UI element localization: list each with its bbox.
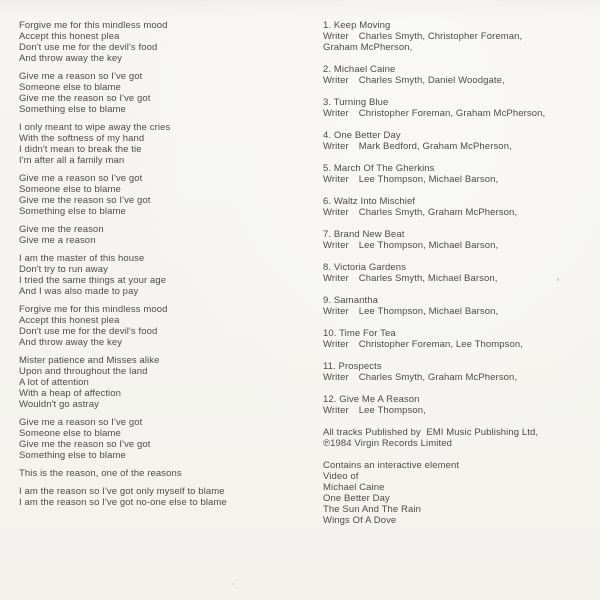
track-title: 11. Prospects [323, 361, 382, 372]
track-title: 7. Brand New Beat [323, 229, 405, 240]
lyrics-line: I'm after all a family man [19, 155, 125, 166]
lyrics-line: I am the master of this house [19, 253, 145, 264]
lyrics-line: Give me a reason so I've got [19, 173, 143, 184]
writer-names: Mark Bedford, Graham McPherson, [358, 141, 512, 152]
lyrics-line: I didn't mean to break the tie [19, 144, 142, 155]
publishing-note [323, 427, 585, 449]
lyrics-line: Someone else to blame [19, 82, 121, 93]
lyrics-line: This is the reason, one of the reasons [19, 468, 182, 479]
lyrics-line: With a heap of affection [19, 388, 122, 399]
writer-label: Writer [323, 174, 349, 185]
track-entry [323, 295, 585, 317]
lyrics-line: I am the reason so I've got no-one else to blame [19, 497, 227, 508]
lyrics-line: Something else to blame [19, 206, 126, 217]
track-writer-line [323, 372, 585, 383]
track-entry [323, 64, 585, 86]
track-entry [323, 196, 585, 218]
lyrics-stanza [19, 20, 309, 64]
track-title: 1. Keep Moving [323, 20, 391, 31]
lyrics-column [19, 20, 309, 515]
lyrics-line: Give me the reason so I've got [19, 439, 151, 450]
writer-label: Writer [323, 108, 349, 119]
writer-names: Charles Smyth, Christopher Foreman, [358, 31, 523, 42]
writer-names: Lee Thompson, Michael Barson, [358, 174, 499, 185]
lyrics-line: Give me a reason so I've got [19, 71, 143, 82]
paper-speck [232, 583, 234, 585]
track-title: 10. Time For Tea [323, 328, 396, 339]
track-entry [323, 262, 585, 284]
lyrics-stanza [19, 122, 309, 166]
writer-label: Writer [323, 141, 349, 152]
writer-names: Lee Thompson, [358, 405, 426, 416]
track-entry [323, 394, 585, 416]
lyrics-line: Something else to blame [19, 450, 126, 461]
writer-label: Writer [323, 75, 349, 86]
writer-names: Charles Smyth, Graham McPherson, [358, 207, 518, 218]
track-title: 9. Samantha [323, 295, 378, 306]
writer-label: Writer [323, 207, 349, 218]
lyrics-stanza [19, 304, 309, 348]
track-entry [323, 130, 585, 152]
lyrics-stanza [19, 468, 309, 479]
lyrics-line: Accept this honest plea [19, 31, 120, 42]
track-writer-line [323, 240, 585, 251]
publishing-line: ℗1984 Virgin Records Limited [323, 438, 452, 449]
lyrics-line: And I was also made to pay [19, 286, 139, 297]
track-writer-line [323, 141, 585, 152]
writer-names: Christopher Foreman, Lee Thompson, [358, 339, 524, 350]
writer-label: Writer [323, 240, 349, 251]
writer-label: Writer [323, 306, 349, 317]
lyrics-stanza [19, 224, 309, 246]
lyrics-stanza [19, 253, 309, 297]
lyrics-line: Mister patience and Misses alike [19, 355, 160, 366]
track-entry [323, 97, 585, 119]
track-writer-line [323, 75, 585, 86]
lyrics-line: Don't use me for the devil's food [19, 42, 158, 53]
writer-label: Writer [323, 273, 349, 284]
track-title: 8. Victoria Gardens [323, 262, 407, 273]
track-entry [323, 328, 585, 350]
track-writer-line [323, 207, 585, 218]
interactive-line: Michael Caine [323, 482, 385, 493]
track-entry [323, 229, 585, 251]
track-title: 2. Michael Caine [323, 64, 396, 75]
lyrics-line: Forgive me for this mindless mood [19, 20, 168, 31]
lyrics-line: A lot of attention [19, 377, 89, 388]
interactive-line: One Better Day [323, 493, 390, 504]
writer-label: Writer [323, 372, 349, 383]
track-entry [323, 20, 585, 53]
lyrics-line: Give me the reason [19, 224, 104, 235]
track-title: 4. One Better Day [323, 130, 401, 141]
track-entry [323, 163, 585, 185]
lyrics-stanza [19, 486, 309, 508]
interactive-line: The Sun And The Rain [323, 504, 421, 515]
lyrics-line: Upon and throughout the land [19, 366, 148, 377]
lyrics-line: I am the reason so I've got only myself to blame [19, 486, 225, 497]
lyrics-line: I only meant to wipe away the cries [19, 122, 171, 133]
track-title: 12. Give Me A Reason [323, 394, 420, 405]
lyrics-line: And throw away the key [19, 53, 123, 64]
track-writer-line [323, 108, 585, 119]
lyrics-line: With the softness of my hand [19, 133, 145, 144]
track-entry [323, 361, 585, 383]
track-title: 5. March Of The Gherkins [323, 163, 435, 174]
paper-speck [557, 278, 559, 281]
lyrics-line: And throw away the key [19, 337, 123, 348]
lyrics-line: Something else to blame [19, 104, 126, 115]
writer-names: Charles Smyth, Michael Barson, [358, 273, 498, 284]
writer-label: Writer [323, 31, 349, 42]
lyrics-stanza [19, 417, 309, 461]
track-writer-line [323, 174, 585, 185]
writer-names: Lee Thompson, Michael Barson, [358, 306, 499, 317]
writer-label: Writer [323, 405, 349, 416]
lyrics-line: I tried the same things at your age [19, 275, 167, 286]
writer-names: Charles Smyth, Graham McPherson, [358, 372, 518, 383]
interactive-line: Video of [323, 471, 359, 482]
track-title: 3. Turning Blue [323, 97, 389, 108]
lyrics-line: Someone else to blame [19, 184, 121, 195]
lyrics-line: Forgive me for this mindless mood [19, 304, 168, 315]
tracklist-column [323, 20, 585, 537]
lyrics-line: Don't try to run away [19, 264, 108, 275]
lyrics-line: Give me a reason so I've got [19, 417, 143, 428]
lyrics-line: Don't use me for the devil's food [19, 326, 158, 337]
lyrics-stanza [19, 355, 309, 410]
lyrics-line: Wouldn't go astray [19, 399, 100, 410]
writer-names: Charles Smyth, Daniel Woodgate, [358, 75, 505, 86]
interactive-line: Contains an interactive element [323, 460, 460, 471]
lyrics-line: Give me the reason so I've got [19, 93, 151, 104]
track-writer-line [323, 306, 585, 317]
interactive-element-note [323, 460, 585, 526]
lyrics-line: Accept this honest plea [19, 315, 120, 326]
writer-label: Writer [323, 339, 349, 350]
interactive-line: Wings Of A Dove [323, 515, 397, 526]
lyrics-line: Give me the reason so I've got [19, 195, 151, 206]
track-writer-line [323, 273, 585, 284]
writer-names: Lee Thompson, Michael Barson, [358, 240, 499, 251]
track-writer-line [323, 31, 585, 42]
lyrics-line: Give me a reason [19, 235, 96, 246]
track-writer-line [323, 339, 585, 350]
lyrics-line: Someone else to blame [19, 428, 121, 439]
lyrics-stanza [19, 173, 309, 217]
writer-names: Christopher Foreman, Graham McPherson, [358, 108, 546, 119]
track-writer-line [323, 405, 585, 416]
publishing-line: All tracks Published by EMI Music Publishing Ltd, [323, 427, 539, 438]
track-writer-line: Graham McPherson, [323, 42, 413, 53]
track-title: 6. Waltz Into Mischief [323, 196, 416, 207]
lyrics-stanza [19, 71, 309, 115]
